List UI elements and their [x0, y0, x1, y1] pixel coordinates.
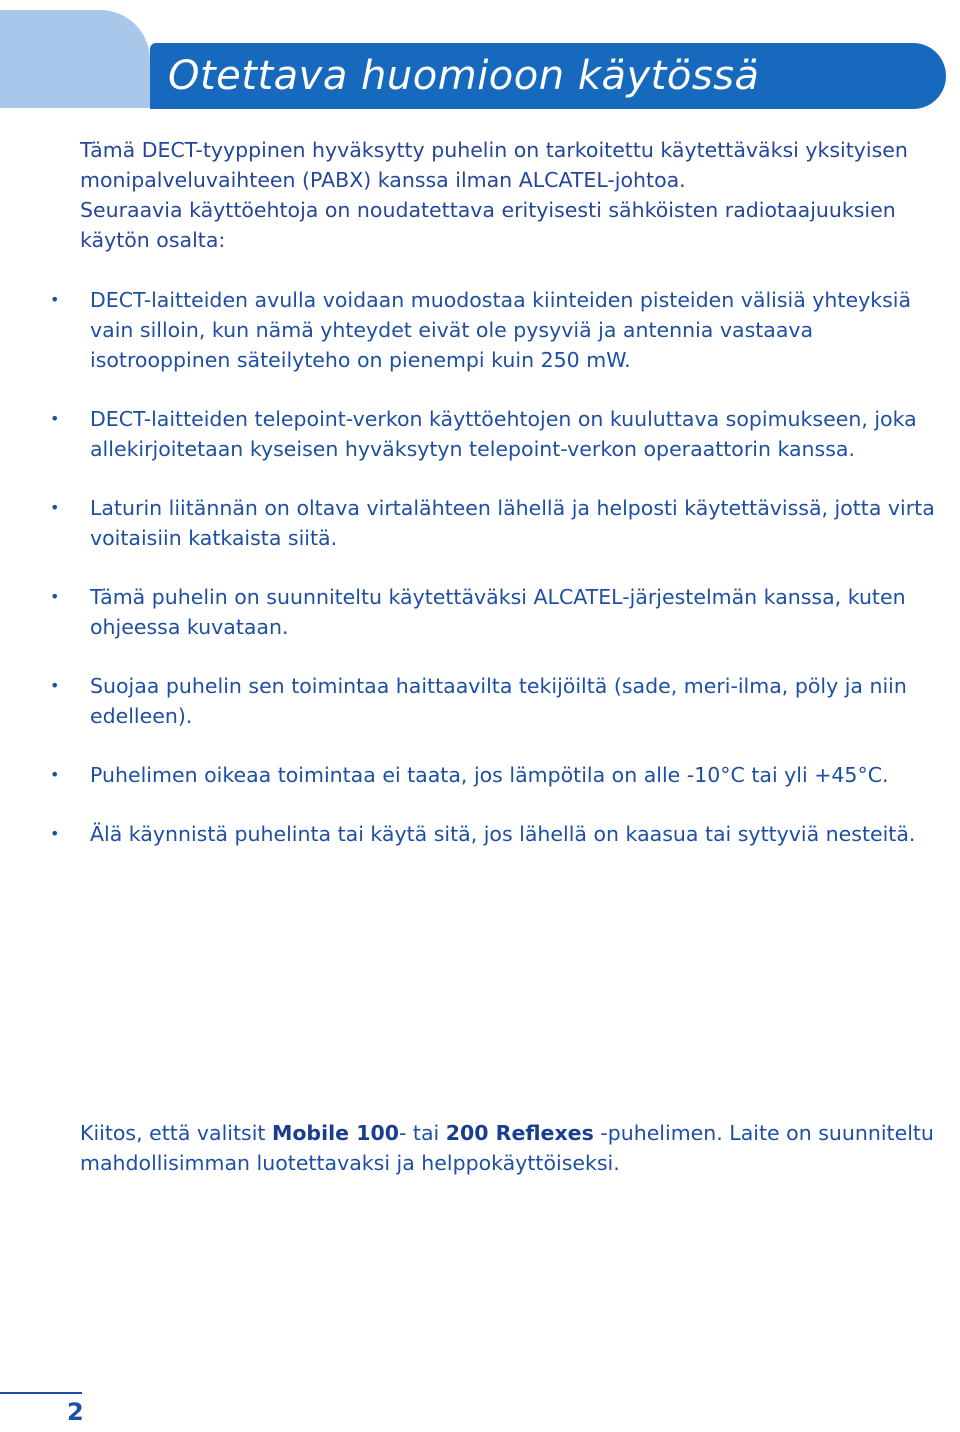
- page-number-rule: [0, 1392, 82, 1394]
- list-item: [0, 404, 940, 464]
- thank-you-text-2: - tai: [399, 1121, 446, 1145]
- thank-you-text-1: Kiitos, että valitsit: [80, 1121, 272, 1145]
- intro-paragraph-1: Tämä DECT-tyyppinen hyväksytty puhelin on tarkoitettu käytettäväksi yksityisen monipalveluvaihteen (PABX) kanssa ilman ALCATEL-johtoa.: [80, 138, 908, 192]
- product-name-mobile-100: Mobile 100: [271, 1121, 399, 1145]
- list-item: [0, 671, 940, 731]
- thank-you-text-3: -puhelimen. Laite on suunniteltu mahdollisimman luotettavaksi ja helppokäyttöiseksi.: [80, 1121, 934, 1175]
- bullet-icon: •: [50, 498, 60, 517]
- usage-conditions-list: [0, 285, 960, 878]
- list-item: [0, 285, 940, 375]
- list-item: [0, 493, 940, 553]
- list-item-text: DECT-laitteiden avulla voidaan muodostaa kiinteiden pisteiden välisiä yhteyksiä vain silloin, kun nämä yhteydet eivät ole pysyviä ja antennia vastaava isotrooppinen säteilyteho on pienempi kuin 250 mW.: [90, 288, 912, 372]
- list-item: [0, 760, 940, 790]
- bullet-icon: •: [50, 409, 60, 428]
- bullet-icon: •: [50, 587, 60, 606]
- intro-paragraph-2: Seuraavia käyttöehtoja on noudatettava erityisesti sähköisten radiotaajuuksien käytön osalta:: [80, 198, 896, 252]
- bullet-icon: •: [50, 824, 60, 843]
- page-number: 2: [67, 1398, 84, 1426]
- list-item-text: Tämä puhelin on suunniteltu käytettäväksi ALCATEL-järjestelmän kanssa, kuten ohjeessa kuvataan.: [90, 585, 906, 639]
- list-item-text: Puhelimen oikeaa toimintaa ei taata, jos lämpötila on alle -10°C tai yli +45°C.: [90, 763, 889, 787]
- list-item: [0, 582, 940, 642]
- thank-you-note: [80, 1118, 945, 1178]
- product-name-200-reflexes: 200 Reflexes: [445, 1121, 594, 1145]
- bullet-icon: •: [50, 765, 60, 784]
- page-title: Otettava huomioon käytössä: [168, 53, 760, 99]
- list-item-text: Laturin liitännän on oltava virtalähteen lähellä ja helposti käytettävissä, jotta virta voitaisiin katkaista siitä.: [90, 496, 935, 550]
- bullet-icon: •: [50, 676, 60, 695]
- header-tab-decoration: [0, 10, 150, 108]
- intro-text: [80, 135, 945, 255]
- list-item: [0, 819, 940, 849]
- list-item-text: Suojaa puhelin sen toimintaa haittaavilta tekijöiltä (sade, meri-ilma, pöly ja niin edelleen).: [90, 674, 907, 728]
- list-item-text: DECT-laitteiden telepoint-verkon käyttöehtojen on kuuluttava sopimukseen, joka allekirjoitetaan kyseisen hyväksytyn telepoint-verkon operaattorin kanssa.: [90, 407, 917, 461]
- bullet-icon: •: [50, 290, 60, 309]
- page-header: [0, 0, 960, 120]
- list-item-text: Älä käynnistä puhelinta tai käytä sitä, jos lähellä on kaasua tai syttyviä nesteitä.: [90, 822, 916, 846]
